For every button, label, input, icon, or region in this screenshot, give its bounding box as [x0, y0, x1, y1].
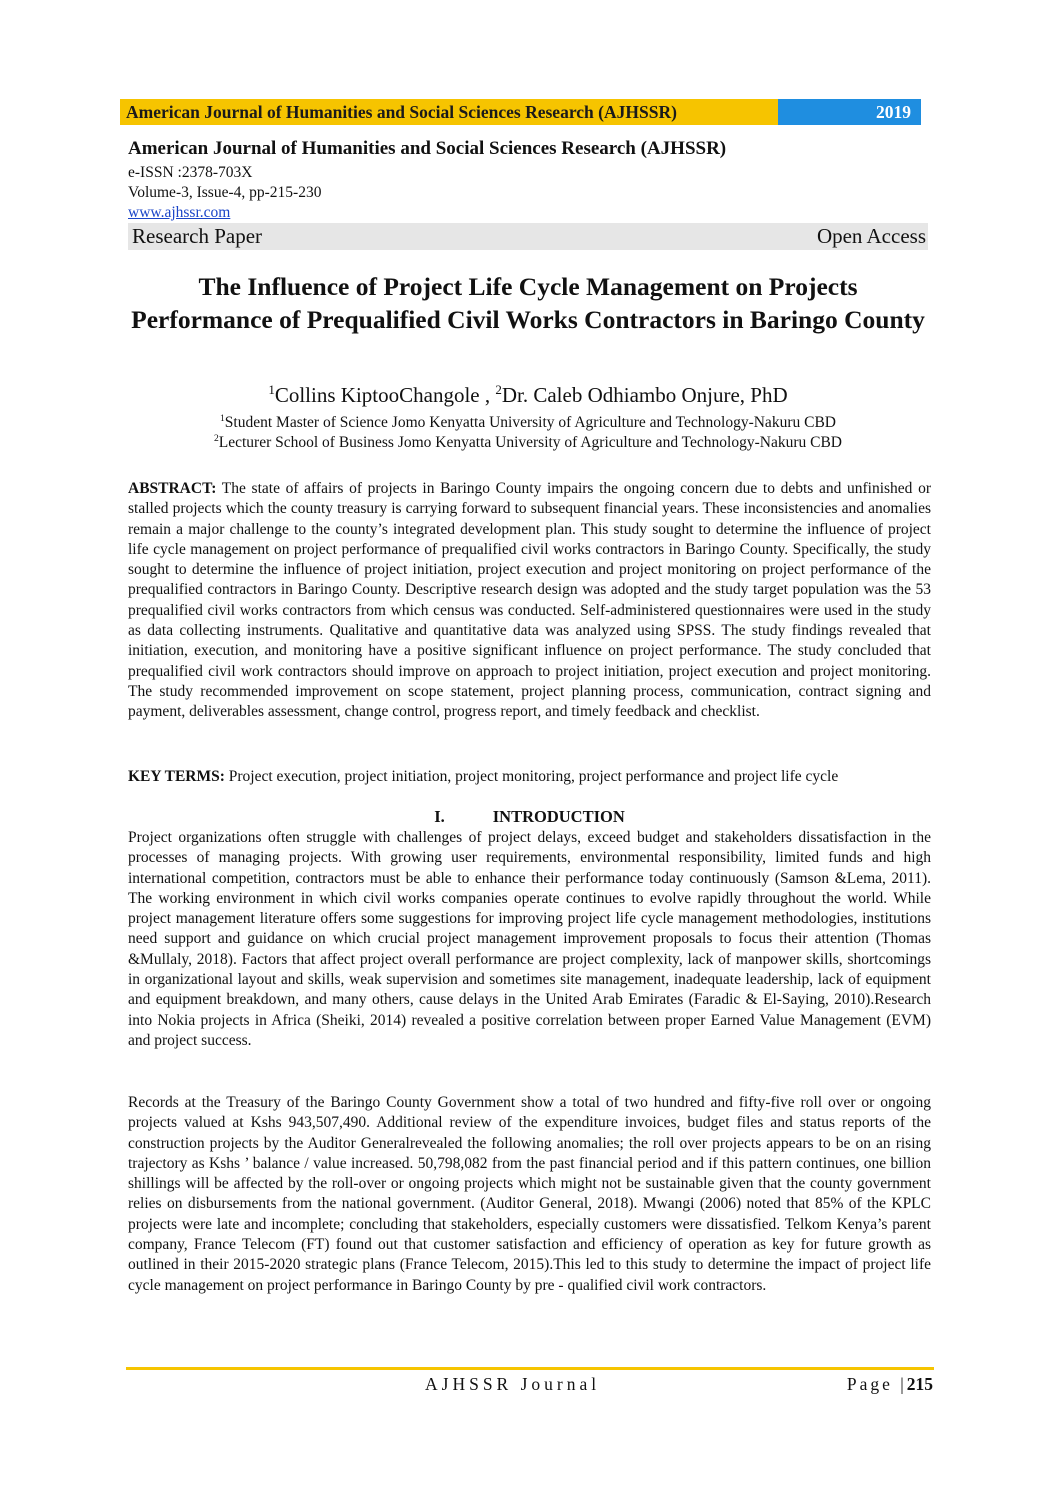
paper-type-band: [128, 223, 928, 250]
intro-paragraph-1: Project organizations often struggle with challenges of project delays, exceed budget and stakeholders dissatisfaction in the processes of managing projects. With growing user requirements, environmental responsibility, limited funds and high international competition, contractors must be able to enhance their performance today continuously (Samson &Lema, 2011). The working environment in which civil works companies operate continues to evolve rapidly throughout the world. While project management literature offers some suggestions for improving project life cycle management methodologies, institutions need support and guidance on which crucial project management improvement proposals to focus their attention (Thomas &Mullaly, 2018). Factors that affect project overall performance are project complexity, lack of manpower skills, shortcomings in organizational layout and skills, weak supervision and sometimes site management, inadequate leadership, lack of equipment and equipment breakdown, and many others, cause delays in the United Arab Emirates (Faradic & El-Saying, 2010).Research into Nokia projects in Africa (Sheiki, 2014) revealed a positive correlation between proper Earned Value Management (EVM) and project success.: [128, 829, 931, 1049]
authors: [128, 382, 928, 408]
section-title: INTRODUCTION: [492, 807, 625, 826]
footer-journal: AJHSSR Journal: [425, 1374, 601, 1394]
abstract: [128, 479, 931, 723]
footer-divider: [126, 1367, 934, 1370]
footer-page-number: 215: [906, 1374, 933, 1394]
aff1-text: Student Master of Science Jomo Kenyatta University of Agriculture and Technology-Nakuru CBD: [224, 414, 836, 432]
abstract-text: The state of affairs of projects in Baringo County impairs the ongoing concern due to debts and unfinished or stalled projects which the county treasury is carrying forward to subsequent financial years. These inconsistencies and anomalies remain a major challenge to the county’s integrated development plan. This study sought to determine the influence of project life cycle management on project performance of prequalified civil works contractors in Baringo County. Specifically, the study sought to determine the influence of project initiation, project execution and project monitoring on project performance of the prequalified contractors in Baringo County. Descriptive research design was adopted and the study target population was the 53 prequalified civil works contractors from which census was conducted. Self-administered questionnaires were used in the study as data collecting instruments. Qualitative and quantitative data was analyzed using SPSS. The study findings revealed that initiation, execution, and monitoring have a positive significant influence on project performance. The study concluded that prequalified civil work contractors should improve on approach to project initiation, project execution and project monitoring. The study recommended improvement on scope statement, project planning process, communication, contract signing and payment, deliverables assessment, change control, progress report, and timely feedback and checklist.: [128, 480, 931, 721]
website-link[interactable]: www.ajhssr.com: [128, 204, 231, 221]
key-terms: [128, 767, 931, 787]
intro-paragraph-2: Records at the Treasury of the Baringo County Government show a total of two hundred and fifty-five roll over or ongoing projects valued at Kshs 943,507,490. Additional review of the expenditure invoices, budget files and status reports of the construction projects by the Auditor Generalrevealed the following anomalies; the roll over projects appears to be on an rising trajectory as Kshs ’ balance / value increased. 50,798,082 from the past financial period and if this pattern continues, one billion shillings will be affected by the roll-over or ongoing projects which might not be sustainable given that the county government relies on disbursements from the national government. (Auditor General, 2018). Mwangi (2006) noted that 85% of the KPLC projects were late and incomplete; concluding that stakeholders, especially customers were dissatisfied. Telkom Kenya’s parent company, France Telecom (FT) found out that customer satisfaction and efficiency of operation as key for future growth as outlined in their 2015-2020 strategic plans (France Telecom, 2015).This led to this study to determine the impact of project life cycle management on project performance in Baringo County by pre - qualified civil work contractors.: [128, 1094, 931, 1294]
aff2-text: Lecturer School of Business Jomo Kenyatta University of Agriculture and Technology-Nakuru CBD: [218, 434, 843, 452]
author1-sup: 1: [268, 382, 275, 397]
key-terms-label: KEY TERMS:: [128, 768, 225, 785]
author2: Dr. Caleb Odhiambo Onjure, PhD: [501, 383, 788, 407]
website-line: [128, 203, 230, 223]
issn: e-ISSN :2378-703X: [128, 164, 253, 181]
key-terms-text: Project execution, project initiation, project monitoring, project performance and project life cycle: [224, 768, 839, 785]
access-type: Open Access: [816, 224, 926, 248]
paper-title: The Influence of Project Life Cycle Management on Projects Performance of Prequalified Civil Works Contractors in Baringo County: [131, 272, 925, 334]
introduction-heading: [128, 807, 931, 827]
paper-type: Research Paper: [132, 224, 263, 248]
author1: Collins KiptooChangole ,: [274, 383, 491, 407]
footer-page: [847, 1374, 933, 1395]
journal-header-band: [120, 99, 921, 125]
aff1-sup: 1: [220, 413, 225, 424]
affiliation-2: [128, 433, 928, 452]
author2-sup: 2: [495, 382, 502, 397]
header-year: 2019: [778, 99, 921, 125]
footer-page-label: Page |: [846, 1374, 907, 1394]
journal-title: American Journal of Humanities and Social Sciences Research (AJHSSR): [128, 138, 727, 159]
aff2-sup: 2: [213, 433, 219, 444]
abstract-label: ABSTRACT:: [128, 480, 217, 497]
affiliation-1: [128, 413, 928, 432]
header-journal-name: American Journal of Humanities and Social Sciences Research (AJHSSR): [120, 99, 778, 125]
section-number: I.: [434, 807, 445, 826]
volume-info: Volume-3, Issue-4, pp-215-230: [128, 184, 322, 201]
